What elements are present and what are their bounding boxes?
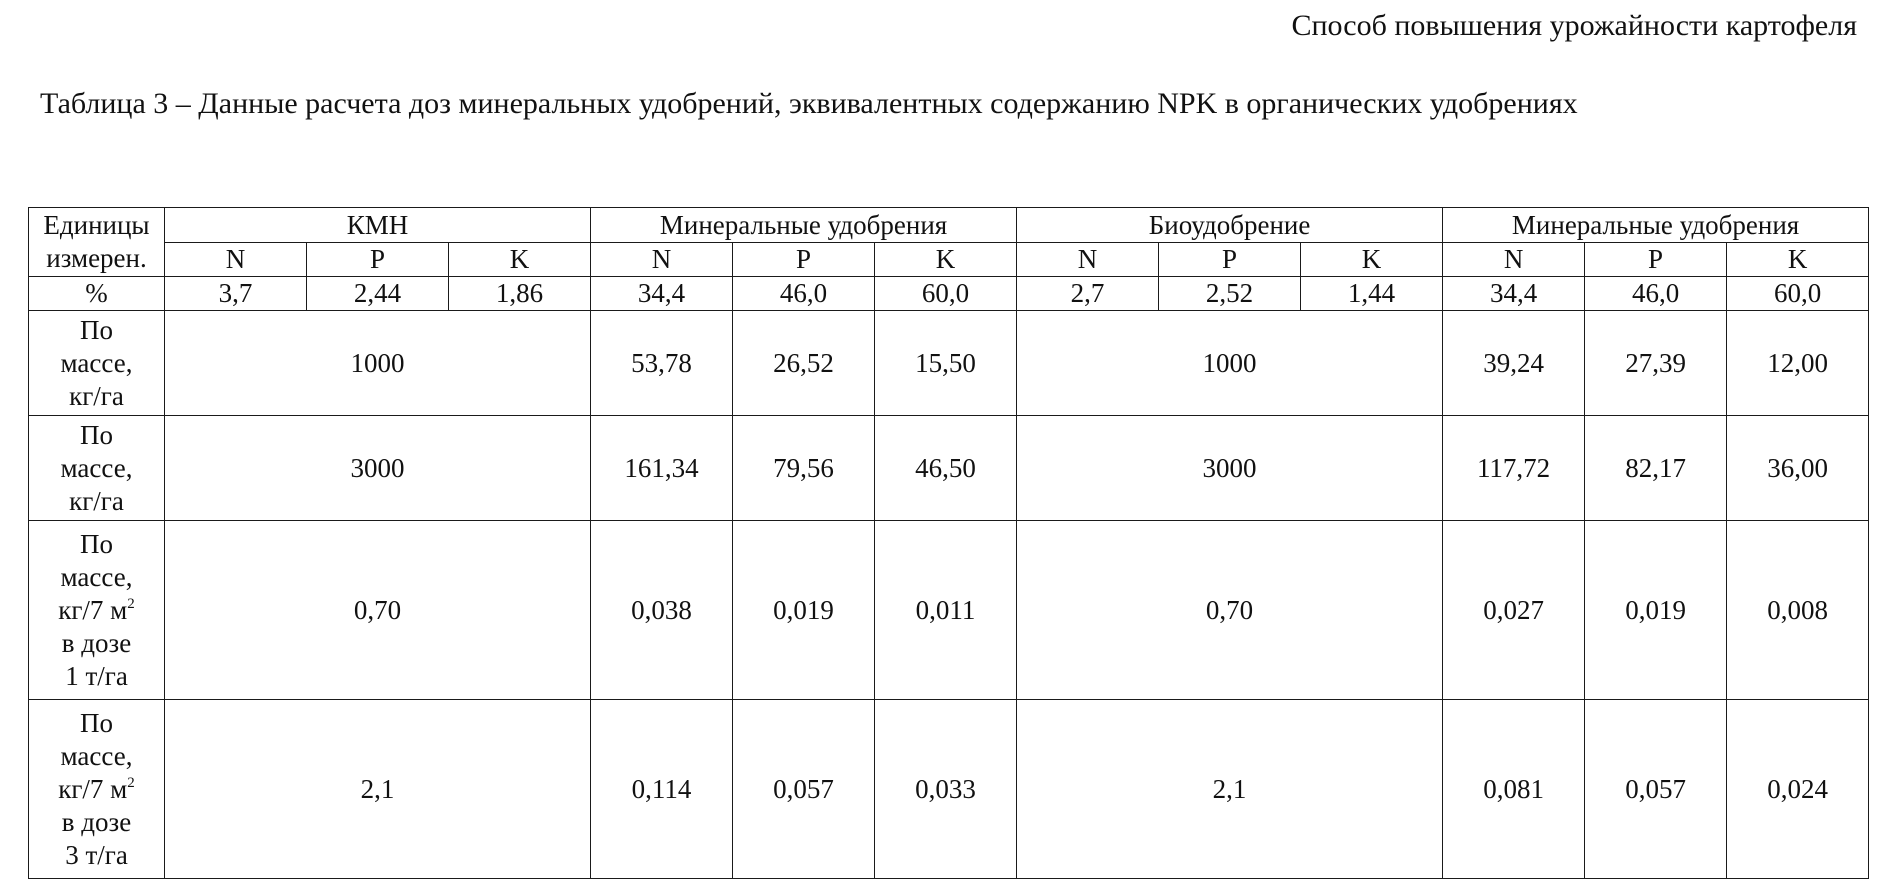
sub-header-cell: P [307, 243, 449, 277]
mineral-n-cell: 53,78 [591, 311, 733, 416]
sub-header-cell: K [449, 243, 591, 277]
unit-line: в дозе [61, 627, 132, 658]
mineral-k-cell: 0,024 [1727, 700, 1869, 879]
mineral-k-cell: 46,50 [875, 416, 1017, 521]
mineral-k-cell: 0,033 [875, 700, 1017, 879]
fertilizer-dose-table [28, 207, 1869, 879]
mineral-p-cell: 0,057 [733, 700, 875, 879]
unit-header-line: измерен. [46, 243, 147, 273]
sub-header-cell: N [591, 243, 733, 277]
percent-cell: 3,7 [165, 277, 307, 311]
percent-cell: 34,4 [1443, 277, 1585, 311]
sub-header-cell: N [1443, 243, 1585, 277]
kmh-mass-cell: 1000 [165, 311, 591, 416]
mineral-p-cell: 0,019 [733, 521, 875, 700]
unit-line: массе, [60, 561, 133, 592]
bio-mass-cell: 3000 [1017, 416, 1443, 521]
unit-line: кг/га [69, 380, 124, 411]
unit-cell [29, 700, 165, 879]
unit-line: По [80, 314, 113, 345]
unit-line [29, 594, 164, 627]
table-row [29, 700, 1869, 879]
mineral-k-cell: 15,50 [875, 311, 1017, 416]
table-row [29, 311, 1869, 416]
percent-cell: 2,44 [307, 277, 449, 311]
unit-line: По [80, 419, 113, 450]
percent-cell: 34,4 [591, 277, 733, 311]
unit-text: кг/7 м [58, 594, 128, 625]
unit-cell [29, 521, 165, 700]
group-header-row [29, 208, 1869, 243]
document-header: Способ повышения урожайности картофеля [1291, 9, 1857, 42]
mineral-p-cell: 26,52 [733, 311, 875, 416]
percent-row [29, 277, 1869, 311]
group-header-kmh: КМН [165, 208, 591, 243]
unit-line: массе, [60, 740, 133, 771]
percent-cell: 60,0 [875, 277, 1017, 311]
group-header-bio: Биоудобрение [1017, 208, 1443, 243]
mineral-p-cell: 0,019 [1585, 521, 1727, 700]
unit-header-line: Единицы [43, 210, 150, 240]
mineral-k-cell: 12,00 [1727, 311, 1869, 416]
percent-cell: 1,44 [1301, 277, 1443, 311]
sub-header-row [29, 243, 1869, 277]
kmh-mass-cell: 3000 [165, 416, 591, 521]
unit-line: По [80, 707, 113, 738]
mineral-n-cell: 0,114 [591, 700, 733, 879]
group-header-mineral-2: Минеральные удобрения [1443, 208, 1869, 243]
percent-cell: 46,0 [1585, 277, 1727, 311]
percent-cell: 1,86 [449, 277, 591, 311]
unit-superscript: 2 [127, 774, 135, 791]
unit-line: в дозе [61, 806, 132, 837]
kmh-mass-cell: 0,70 [165, 521, 591, 700]
sub-header-cell: P [733, 243, 875, 277]
unit-line [29, 773, 164, 806]
unit-cell [29, 311, 165, 416]
unit-cell [29, 416, 165, 521]
mineral-p-cell: 79,56 [733, 416, 875, 521]
mineral-p-cell: 82,17 [1585, 416, 1727, 521]
mineral-k-cell: 0,011 [875, 521, 1017, 700]
mineral-p-cell: 27,39 [1585, 311, 1727, 416]
percent-label: % [29, 277, 165, 311]
table-caption: Таблица 3 – Данные расчета доз минеральных удобрений, эквивалентных содержанию NPK в органических удобрениях [40, 87, 1578, 120]
mineral-n-cell: 117,72 [1443, 416, 1585, 521]
unit-text: кг/7 м [58, 773, 128, 804]
mineral-n-cell: 161,34 [591, 416, 733, 521]
percent-cell: 2,52 [1159, 277, 1301, 311]
bio-mass-cell: 1000 [1017, 311, 1443, 416]
bio-mass-cell: 2,1 [1017, 700, 1443, 879]
unit-line: кг/га [69, 485, 124, 516]
unit-line: массе, [60, 452, 133, 483]
kmh-mass-cell: 2,1 [165, 700, 591, 879]
table-row [29, 521, 1869, 700]
unit-line: 1 т/га [65, 660, 128, 691]
mineral-k-cell: 36,00 [1727, 416, 1869, 521]
sub-header-cell: K [1301, 243, 1443, 277]
mineral-n-cell: 0,038 [591, 521, 733, 700]
percent-cell: 46,0 [733, 277, 875, 311]
sub-header-cell: P [1585, 243, 1727, 277]
sub-header-cell: N [1017, 243, 1159, 277]
table-row [29, 416, 1869, 521]
sub-header-cell: P [1159, 243, 1301, 277]
mineral-n-cell: 0,081 [1443, 700, 1585, 879]
mineral-n-cell: 39,24 [1443, 311, 1585, 416]
percent-cell: 60,0 [1727, 277, 1869, 311]
unit-line: массе, [60, 347, 133, 378]
sub-header-cell: K [1727, 243, 1869, 277]
unit-line: 3 т/га [65, 839, 128, 870]
mineral-k-cell: 0,008 [1727, 521, 1869, 700]
unit-line: По [80, 528, 113, 559]
percent-cell: 2,7 [1017, 277, 1159, 311]
mineral-p-cell: 0,057 [1585, 700, 1727, 879]
bio-mass-cell: 0,70 [1017, 521, 1443, 700]
group-header-mineral-1: Минеральные удобрения [591, 208, 1017, 243]
sub-header-cell: K [875, 243, 1017, 277]
mineral-n-cell: 0,027 [1443, 521, 1585, 700]
sub-header-cell: N [165, 243, 307, 277]
unit-header-cell [29, 208, 165, 277]
unit-superscript: 2 [127, 595, 135, 612]
